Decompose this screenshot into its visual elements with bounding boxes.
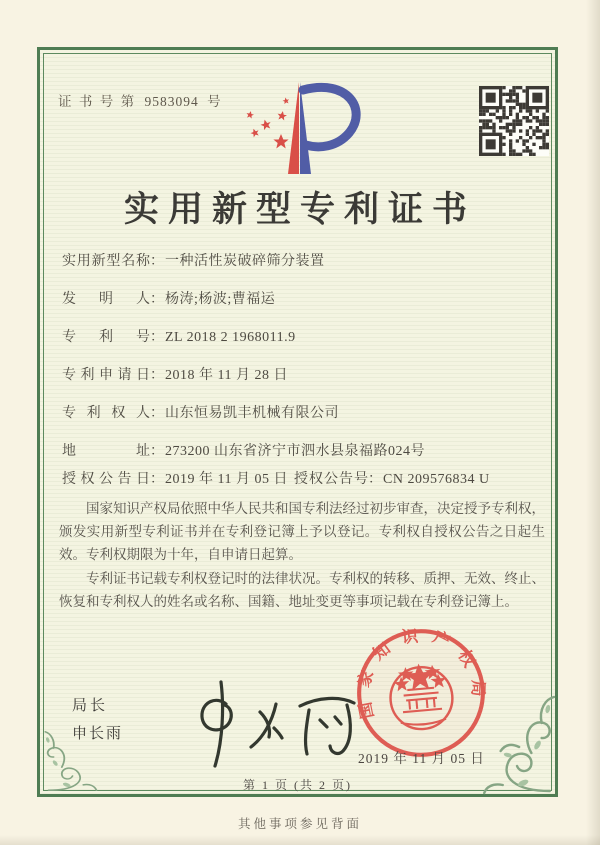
field-value: ZL 2018 2 1968011.9 [165, 330, 296, 345]
scan-edge-right [586, 0, 600, 845]
field-label: 发明人 [62, 292, 150, 307]
field-colon: ： [150, 330, 164, 345]
field-colon: ： [150, 292, 164, 307]
certificate-number-prefix: 证 书 号 第 [58, 94, 137, 109]
cnipa-logo-icon [236, 76, 376, 181]
seal-date: 2019 年 11 月 05 日 [358, 751, 485, 766]
field-patentee [62, 402, 339, 422]
legal-paragraph-2: 专利证书记载专利权登记时的法律状况。专利权的转移、质押、无效、终止、恢复和专利权人的姓名或名称、国籍、地址变更等事项记载在专利登记簿上。 [59, 570, 545, 609]
page-number: 第 1 页 (共 2 页) [243, 778, 352, 792]
field-label: 专利号 [62, 330, 150, 345]
field-value: 273200 山东省济宁市泗水县泉福路024号 [165, 444, 425, 459]
field-colon: ： [150, 254, 164, 269]
certificate-number-suffix: 号 [207, 94, 223, 109]
field-colon: ： [150, 444, 164, 459]
field-grant-date [62, 472, 288, 487]
field-value: 山东恒易凯丰机械有限公司 [165, 406, 339, 421]
field-utility-model-name [62, 250, 325, 270]
field-value: 2019 年 11 月 05 日 [165, 472, 288, 487]
field-label: 专利申请日 [62, 368, 150, 383]
scan-edge-bottom [0, 835, 600, 845]
field-value: CN 209576834 U [383, 472, 490, 487]
certificate-number-value: 9583094 [144, 94, 199, 109]
footer-note: 其他事项参见背面 [237, 817, 362, 831]
field-label: 实用新型名称 [62, 254, 150, 269]
field-filing-date [62, 364, 288, 384]
field-value: 杨涛;杨波;曹福运 [165, 292, 276, 307]
field-label: 地址 [62, 444, 150, 459]
certificate-number [58, 90, 223, 110]
field-colon: ： [150, 472, 164, 487]
director-title: 局长 [72, 698, 109, 714]
field-value: 一种活性炭破碎筛分装置 [165, 254, 325, 269]
qr-code-icon [479, 86, 549, 156]
certificate-title: 实用新型专利证书 [123, 190, 476, 229]
field-address [62, 440, 425, 460]
legal-text [59, 497, 545, 613]
field-grant-row [62, 468, 558, 488]
field-inventors [62, 288, 275, 308]
official-seal-icon [348, 620, 493, 765]
field-label: 授权公告日 [62, 472, 150, 487]
director-name: 申长雨 [72, 726, 124, 742]
field-label: 授权公告号 [294, 472, 368, 487]
field-colon: ： [368, 472, 382, 487]
field-colon: ： [150, 406, 164, 421]
field-colon: ： [150, 368, 164, 383]
legal-paragraph-1: 国家知识产权局依照中华人民共和国专利法经过初步审查，决定授予专利权，颁发实用新型专利证书并在专利登记簿上予以登记。专利权自授权公告之日起生效。专利权期限为十年，自申请日起算。 [59, 501, 545, 563]
field-label: 专利权人 [62, 406, 150, 421]
field-grant-number [294, 468, 490, 488]
director-signature-icon [188, 676, 373, 762]
field-value: 2018 年 11 月 28 日 [165, 368, 288, 383]
seal-text: 国家知识产权局 [352, 625, 488, 721]
field-patent-number [62, 326, 296, 346]
